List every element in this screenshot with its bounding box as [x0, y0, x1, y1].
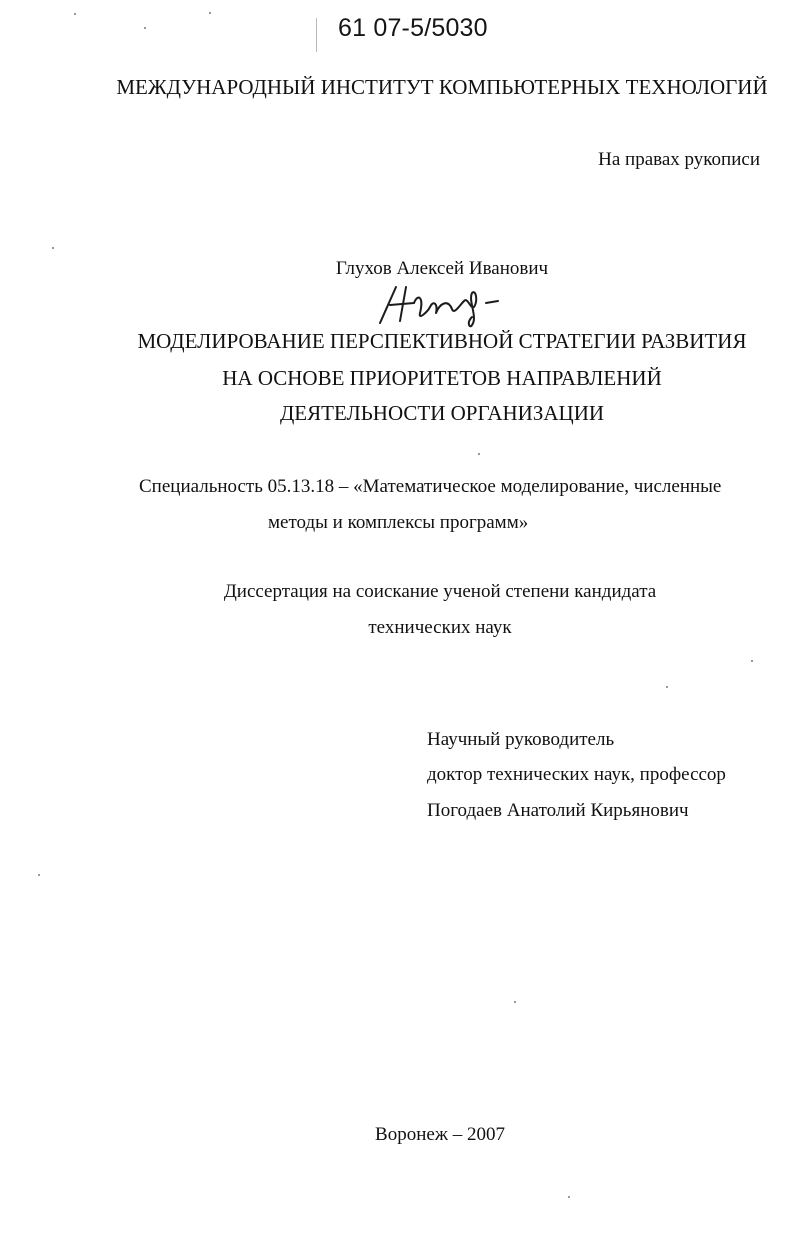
scan-speck [514, 1001, 516, 1003]
scan-speck [568, 1196, 570, 1198]
specialty-line-1: Специальность 05.13.18 – «Математическое моделирование, численные [139, 476, 722, 497]
dissertation-degree-line-2: технических наук [368, 617, 512, 638]
scan-speck [751, 660, 753, 662]
dissertation-degree-line-1: Диссертация на соискание ученой степени кандидата [223, 581, 657, 602]
thesis-title-line-1: МОДЕЛИРОВАНИЕ ПЕРСПЕКТИВНОЙ СТРАТЕГИИ РАЗВИТИЯ [137, 329, 747, 353]
scan-speck [209, 12, 211, 14]
scan-speck [666, 686, 668, 688]
stamp-mark [316, 18, 317, 52]
specialty-line-2: методы и комплексы программ» [268, 512, 529, 533]
supervisor-degree: доктор технических наук, профессор [427, 764, 726, 785]
handwritten-signature [372, 283, 512, 329]
registration-stamp-number: 61 07-5/5030 [338, 14, 488, 42]
thesis-title-line-2: НА ОСНОВЕ ПРИОРИТЕТОВ НАПРАВЛЕНИЙ [222, 366, 662, 390]
author-name: Глухов Алексей Иванович [335, 258, 549, 279]
city-year: Воронеж – 2007 [375, 1124, 505, 1145]
scan-speck [144, 27, 146, 29]
scan-speck [38, 874, 40, 876]
thesis-title-line-3: ДЕЯТЕЛЬНОСТИ ОРГАНИЗАЦИИ [279, 401, 605, 425]
scan-speck [478, 453, 480, 455]
supervisor-name: Погодаев Анатолий Кирьянович [427, 800, 689, 821]
scan-speck [74, 13, 76, 15]
scan-speck [52, 247, 54, 249]
supervisor-label: Научный руководитель [427, 729, 615, 750]
institute-name: МЕЖДУНАРОДНЫЙ ИНСТИТУТ КОМПЬЮТЕРНЫХ ТЕХНОЛОГИЙ [116, 75, 768, 99]
rights-notice: На правах рукописи [598, 149, 760, 170]
